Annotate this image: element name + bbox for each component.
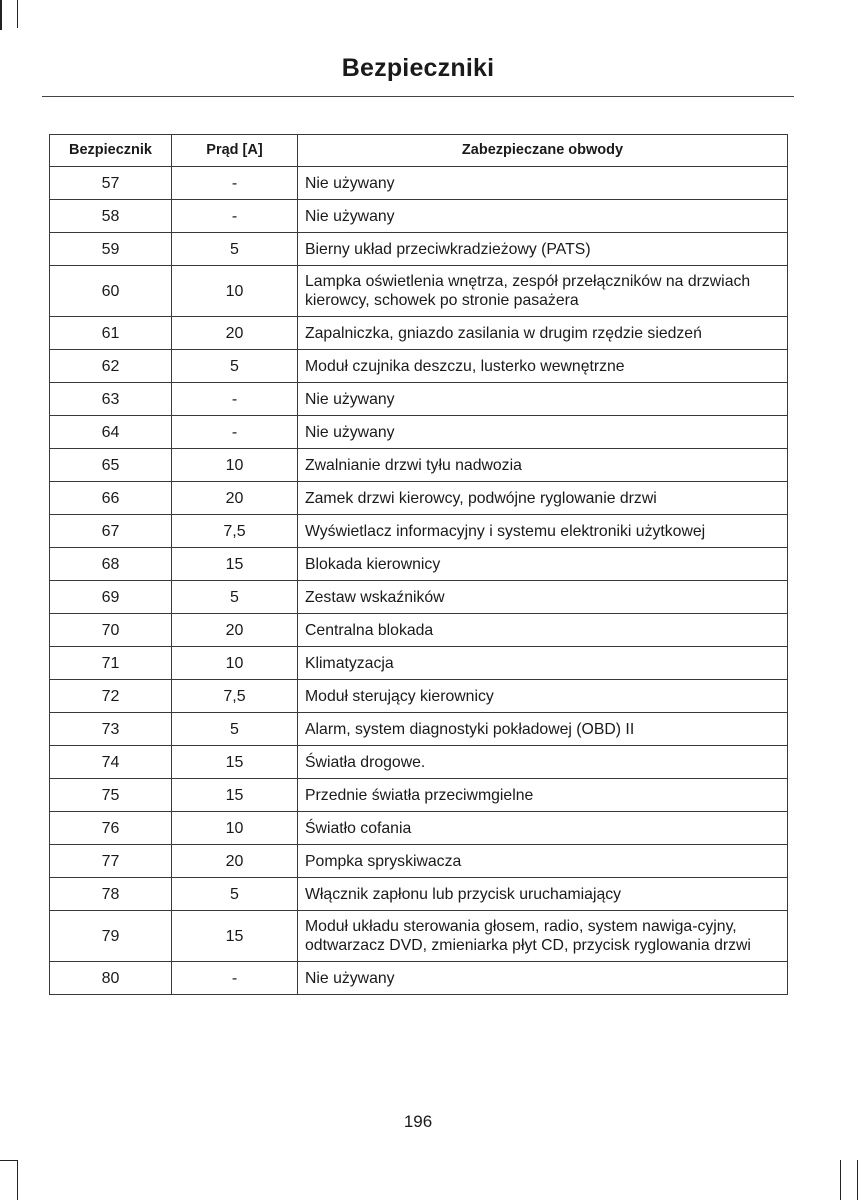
table-row [50,233,788,266]
header-circuits: Zabezpieczane obwody [298,135,788,167]
table-row [50,713,788,746]
fuse-current: 20 [172,482,298,515]
protected-circuit: Zwalnianie drzwi tyłu nadwozia [298,449,788,482]
fuse-current: 10 [172,812,298,845]
table-row [50,812,788,845]
table-row [50,548,788,581]
table-row [50,416,788,449]
fuse-number: 79 [50,911,172,962]
fuse-number: 77 [50,845,172,878]
fuse-current: 5 [172,350,298,383]
protected-circuit: Nie używany [298,383,788,416]
fuse-number: 65 [50,449,172,482]
fuse-current: 7,5 [172,515,298,548]
table-row [50,317,788,350]
protected-circuit: Alarm, system diagnostyki pokładowej (OBD) II [298,713,788,746]
fuse-number: 68 [50,548,172,581]
fuse-number: 70 [50,614,172,647]
crop-mark-top-left [0,0,2,30]
fuse-current: 20 [172,845,298,878]
fuse-current: 5 [172,878,298,911]
fuse-current: 10 [172,647,298,680]
fuse-current: - [172,383,298,416]
table-row [50,680,788,713]
fuse-current: 7,5 [172,680,298,713]
table-row [50,647,788,680]
fuse-current: - [172,416,298,449]
fuse-number: 76 [50,812,172,845]
fuse-number: 74 [50,746,172,779]
fuse-current: 15 [172,746,298,779]
fuse-number: 67 [50,515,172,548]
fuse-current: 15 [172,911,298,962]
table-row [50,746,788,779]
fuse-number: 72 [50,680,172,713]
protected-circuit: Światło cofania [298,812,788,845]
fuse-number: 75 [50,779,172,812]
protected-circuit: Światła drogowe. [298,746,788,779]
table-row [50,911,788,962]
protected-circuit: Zamek drzwi kierowcy, podwójne ryglowanie drzwi [298,482,788,515]
fuse-current: 10 [172,449,298,482]
fuse-current: 15 [172,779,298,812]
fuse-number: 69 [50,581,172,614]
table-row [50,383,788,416]
table-row [50,449,788,482]
fuse-number: 61 [50,317,172,350]
fuse-number: 59 [50,233,172,266]
protected-circuit: Nie używany [298,962,788,995]
table-row [50,200,788,233]
crop-mark-top-left-inner [17,0,18,28]
fuse-current: 5 [172,233,298,266]
table-row [50,167,788,200]
fuse-number: 57 [50,167,172,200]
fuse-number: 64 [50,416,172,449]
table-row [50,878,788,911]
fuse-current: - [172,167,298,200]
protected-circuit: Moduł układu sterowania głosem, radio, system nawiga-cyjny, odtwarzacz DVD, zmieniarka płyt CD, przycisk ryglowania drzwi [298,911,788,962]
fuse-number: 58 [50,200,172,233]
fuse-number: 73 [50,713,172,746]
fuse-current: 5 [172,581,298,614]
protected-circuit: Zapalniczka, gniazdo zasilania w drugim rzędzie siedzeń [298,317,788,350]
crop-mark-bottom-right-edge [857,1160,858,1200]
fuse-current: 15 [172,548,298,581]
protected-circuit: Blokada kierownicy [298,548,788,581]
table-row [50,266,788,317]
title-divider [42,96,794,97]
protected-circuit: Centralna blokada [298,614,788,647]
fuse-number: 63 [50,383,172,416]
table-row [50,515,788,548]
crop-mark-bottom-right [840,1160,841,1200]
fuse-number: 71 [50,647,172,680]
fuse-current: 10 [172,266,298,317]
table-row [50,482,788,515]
fuse-number: 78 [50,878,172,911]
fuse-number: 80 [50,962,172,995]
header-fuse: Bezpiecznik [50,135,172,167]
protected-circuit: Nie używany [298,416,788,449]
fuse-current: 20 [172,614,298,647]
fuse-current: 20 [172,317,298,350]
fuse-table [49,134,788,995]
protected-circuit: Bierny układ przeciwkradzieżowy (PATS) [298,233,788,266]
table-row [50,614,788,647]
table-row [50,779,788,812]
table-header-row [50,135,788,167]
table-row [50,581,788,614]
protected-circuit: Pompka spryskiwacza [298,845,788,878]
protected-circuit: Zestaw wskaźników [298,581,788,614]
protected-circuit: Wyświetlacz informacyjny i systemu elektroniki użytkowej [298,515,788,548]
table-row [50,845,788,878]
fuse-number: 60 [50,266,172,317]
crop-mark-bottom-left [0,1160,18,1161]
fuse-current: - [172,962,298,995]
fuse-number: 62 [50,350,172,383]
fuse-table-body [50,167,788,995]
fuse-current: 5 [172,713,298,746]
page-title: Bezpieczniki [341,54,495,82]
page-number: 196 [403,1112,433,1131]
protected-circuit: Moduł czujnika deszczu, lusterko wewnętrzne [298,350,788,383]
table-row [50,962,788,995]
protected-circuit: Lampka oświetlenia wnętrza, zespół przełączników na drzwiach kierowcy, schowek po stronie pasażera [298,266,788,317]
crop-mark-bottom-left-v [17,1160,18,1200]
table-row [50,350,788,383]
protected-circuit: Nie używany [298,167,788,200]
protected-circuit: Klimatyzacja [298,647,788,680]
protected-circuit: Nie używany [298,200,788,233]
fuse-current: - [172,200,298,233]
protected-circuit: Przednie światła przeciwmgielne [298,779,788,812]
fuse-number: 66 [50,482,172,515]
header-current: Prąd [A] [172,135,298,167]
protected-circuit: Włącznik zapłonu lub przycisk uruchamiający [298,878,788,911]
protected-circuit: Moduł sterujący kierownicy [298,680,788,713]
